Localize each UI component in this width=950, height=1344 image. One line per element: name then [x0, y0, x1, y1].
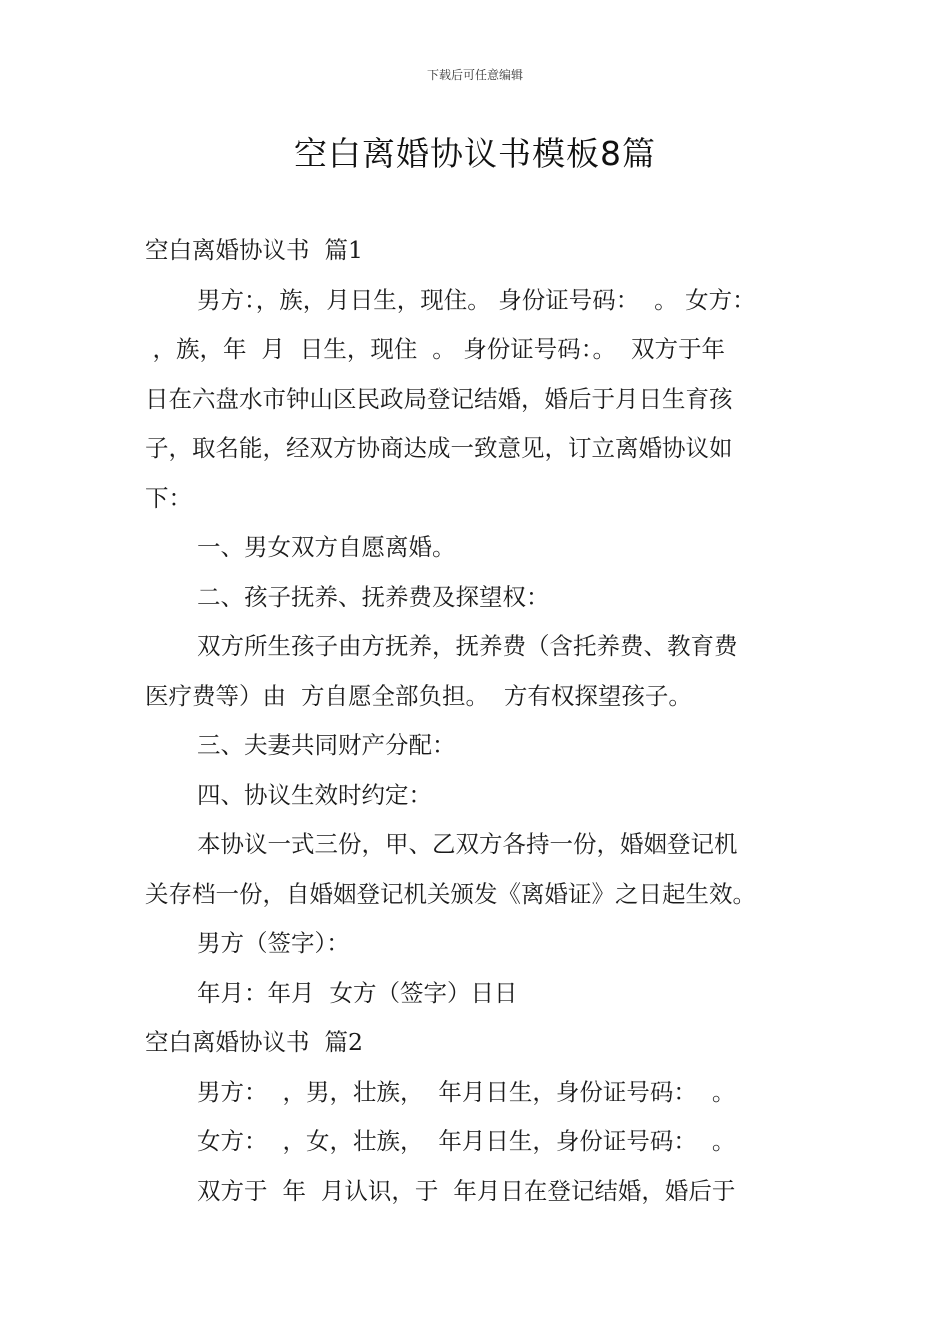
text-line: 男方： ，男，壮族， 年月日生，身份证号码： 。	[197, 1077, 736, 1106]
header-note: 下载后可任意编辑	[426, 68, 523, 82]
text-line: 医疗费等）由 方自愿全部负担。 方有权探望孩子。	[145, 681, 692, 710]
text-line: 日在六盘水市钟山区民政局登记结婚，婚后于月日生育孩	[145, 384, 733, 413]
text-line: 二、孩子抚养、抚养费及探望权：	[197, 582, 550, 611]
text-line: 空白离婚协议书 篇2	[145, 1028, 363, 1056]
text-line: 女方： ，女，壮族， 年月日生，身份证号码： 。	[197, 1127, 736, 1155]
text-line: 双方所生孩子由方抚养，抚养费（含托养费、教育费	[197, 632, 738, 660]
text-line: 空白离婚协议书 篇1	[145, 236, 363, 264]
text-line: 下：	[145, 483, 192, 512]
text-line: 双方于 年 月认识，于 年月日在登记结婚，婚后于	[197, 1176, 736, 1205]
text-line: 三、夫妻共同财产分配：	[197, 731, 456, 759]
document-title: 空白离婚协议书模板8篇	[294, 134, 656, 173]
text-line: 一、男女双方自愿离婚。	[197, 533, 456, 561]
text-line: 四、协议生效时约定：	[197, 780, 432, 809]
text-line: 男方（签字）：	[197, 929, 350, 957]
text-line: ，族，年 月 日生，现住 。 身份证号码：。 双方于年	[145, 335, 725, 363]
text-line: 关存档一份，自婚姻登记机关颁发《离婚证》之日起生效。	[145, 879, 756, 908]
text-line: 本协议一式三份，甲、乙双方各持一份，婚姻登记机	[197, 830, 738, 858]
text-line: 子，取名能，经双方协商达成一致意见，订立离婚协议如	[145, 434, 733, 462]
text-line: 男方：，族，月日生，现住。 身份证号码： 。 女方：	[197, 285, 756, 314]
text-line: 年月：年月 女方（签字）日日	[197, 978, 518, 1007]
document-body	[145, 226, 825, 1216]
